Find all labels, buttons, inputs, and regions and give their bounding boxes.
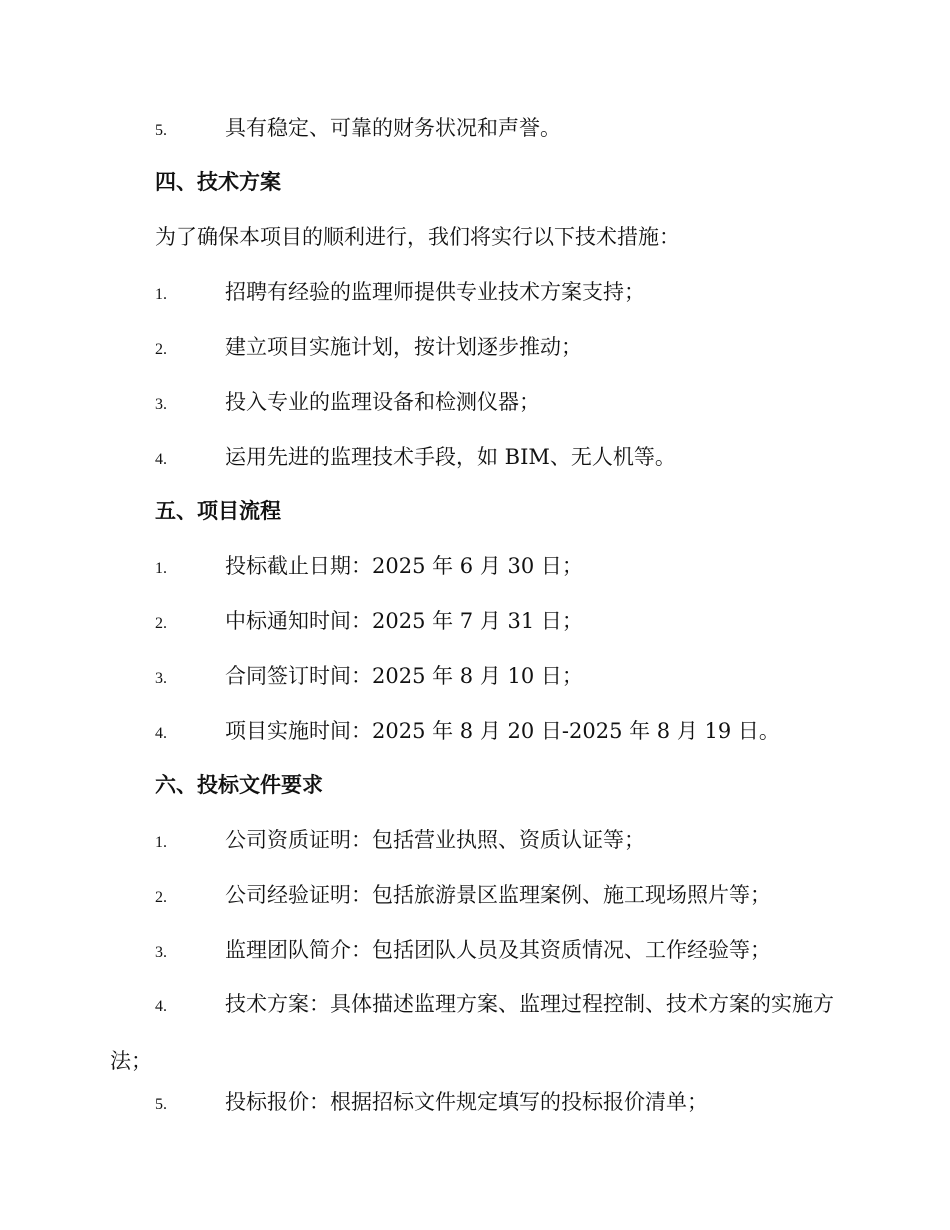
list-number: 3. [155,396,167,413]
list-text: 项目实施时间：2025 年 8 月 20 日-2025 年 8 月 19 日。 [225,719,780,743]
list-number: 2. [155,341,167,358]
list-item [155,443,845,474]
list-item [155,1088,845,1119]
list-item [155,826,845,857]
list-number: 3. [155,944,167,961]
list-item [155,881,845,912]
list-number: 5. [155,122,167,139]
list-number: 1. [155,286,167,303]
list-number: 2. [155,615,167,632]
list-number: 2. [155,889,167,906]
list-text: 中标通知时间：2025 年 7 月 31 日； [225,609,583,633]
list-text: 投标截止日期：2025 年 6 月 30 日； [225,554,583,578]
list-text: 具有稳定、可靠的财务状况和声誉。 [225,116,561,140]
list-item [155,662,845,693]
list-text: 合同签订时间：2025 年 8 月 10 日； [225,664,583,688]
section-heading: 五、项目流程 [155,499,281,523]
list-text: 公司经验证明：包括旅游景区监理案例、施工现场照片等； [225,883,771,907]
list-item [155,333,845,364]
list-item [155,278,845,309]
list-item [110,977,850,1089]
list-number: 1. [155,834,167,851]
section-intro: 为了确保本项目的顺利进行，我们将实行以下技术措施： [155,225,680,249]
list-item [155,552,845,583]
list-text: 招聘有经验的监理师提供专业技术方案支持； [225,280,645,304]
section-heading: 六、投标文件要求 [155,773,323,797]
list-item [155,936,845,967]
list-number: 4. [155,998,167,1015]
list-number: 4. [155,725,167,742]
list-item [155,114,845,145]
list-item [155,717,845,748]
list-item [155,607,845,638]
section-heading: 四、技术方案 [155,170,281,194]
list-text: 投标报价：根据招标文件规定填写的投标报价清单； [225,1090,708,1114]
list-text: 技术方案：具体描述监理方案、监理过程控制、技术方案的实施方法； [110,992,834,1073]
list-text: 运用先进的监理技术手段，如 BIM、无人机等。 [225,445,676,469]
list-item [155,388,845,419]
list-number: 5. [155,1096,167,1113]
list-number: 1. [155,560,167,577]
list-text: 监理团队简介：包括团队人员及其资质情况、工作经验等； [225,938,771,962]
list-text: 建立项目实施计划，按计划逐步推动； [225,335,582,359]
list-text: 公司资质证明：包括营业执照、资质认证等； [225,828,645,852]
list-text: 投入专业的监理设备和检测仪器； [225,390,540,414]
list-number: 4. [155,451,167,468]
list-number: 3. [155,670,167,687]
